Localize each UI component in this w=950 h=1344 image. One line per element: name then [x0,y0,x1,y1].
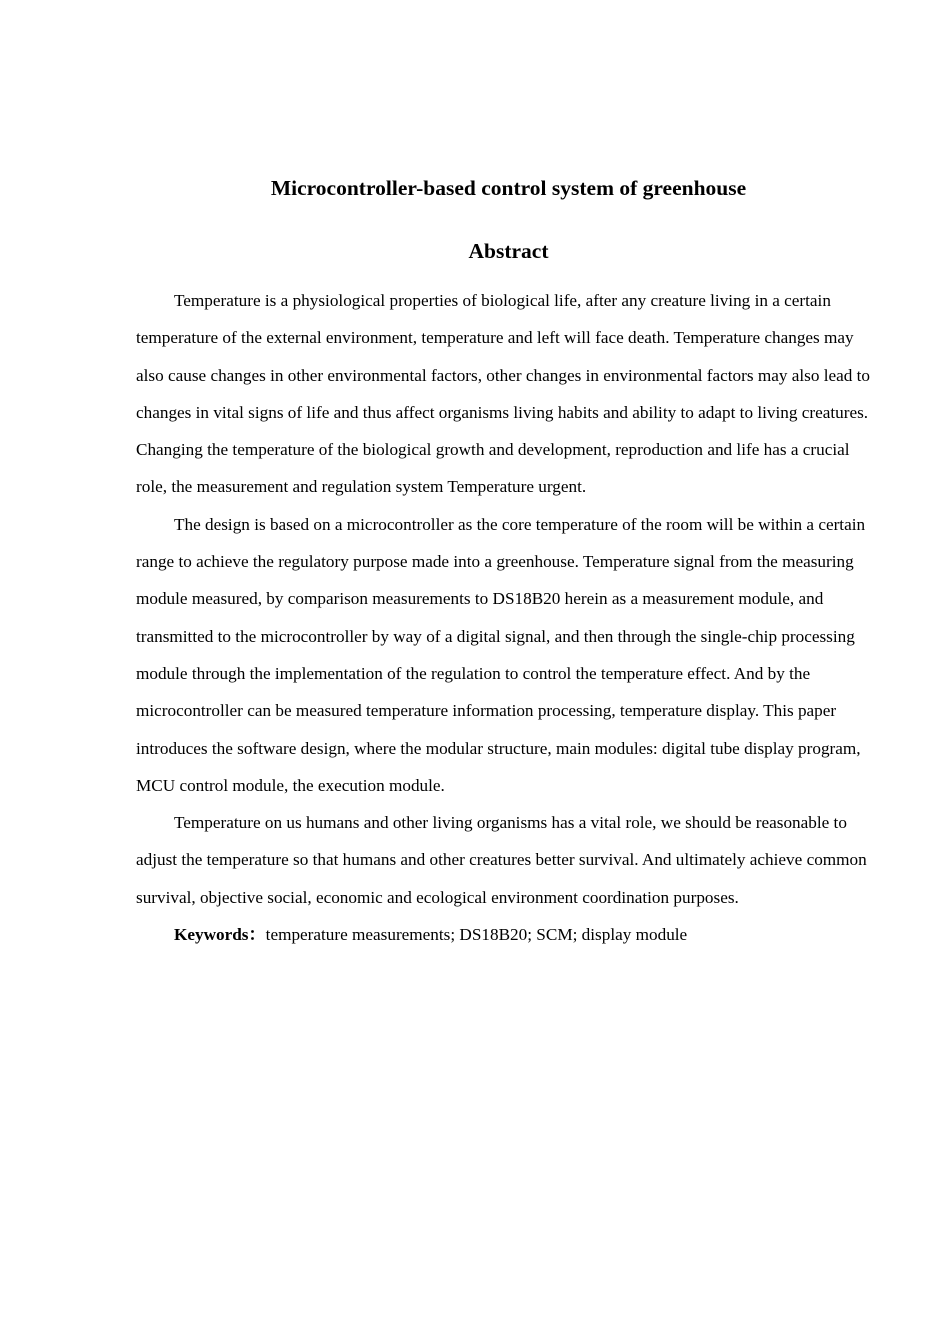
keywords-line [136,916,876,953]
abstract-paragraph: Temperature on us humans and other living organisms has a vital role, we should be reasonable to adjust the temperature so that humans and other creatures better survival. And ultimately achieve common survival, objective social, economic and ecological environment coordination purposes. [136,813,867,907]
keywords-text: temperature measurements; DS18B20; SCM; display module [265,925,688,945]
abstract-paragraph: Temperature is a physiological properties of biological life, after any creature living in a certain temperature of the external environment, temperature and left will face death. Temperature changes may also cause changes in other environmental factors, other changes in environmental factors may also lead to changes in vital signs of life and thus affect organisms living habits and ability to adapt to living creatures. Changing the temperature of the biological growth and development, reproduction and life has a crucial role, the measurement and regulation system Temperature urgent. [136,291,871,497]
keywords-label: Keywords： [174,925,266,945]
abstract-paragraph: The design is based on a microcontroller as the core temperature of the room will be within a certain range to achieve the regulatory purpose made into a greenhouse. Temperature signal from the measuring module measured, by comparison measurements to DS18B20 herein as a measurement module, and transmitted to the microcontroller by way of a digital signal, and then through the single-chip processing module through the implementation of the regulation to control the temperature effect. And by the microcontroller can be measured temperature information processing, temperature display. This paper introduces the software design, where the modular structure, main modules: digital tube display program, MCU control module, the execution module. [136,514,866,795]
document-title: Microcontroller-based control system of greenhouse [270,176,747,200]
abstract-body [136,282,876,953]
abstract-heading: Abstract [468,239,549,263]
